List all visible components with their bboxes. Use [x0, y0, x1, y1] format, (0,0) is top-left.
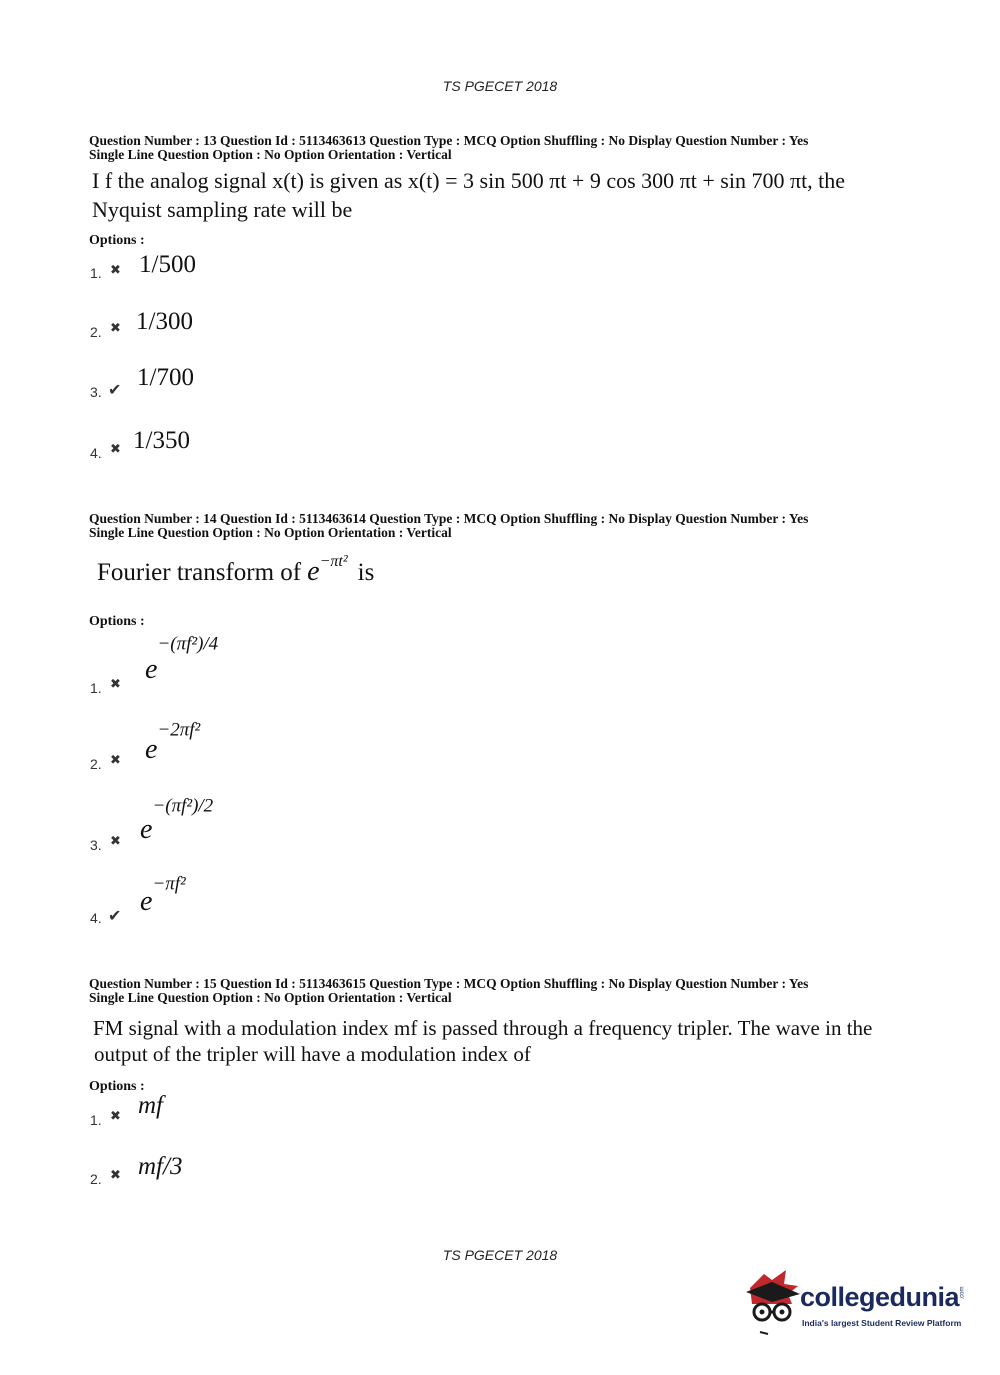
q13-option-3[interactable]: 1/700	[137, 364, 194, 391]
correct-check-icon: ✔	[108, 382, 122, 399]
q14-option-1-number: 1.	[90, 680, 102, 696]
question-15-meta: Question Number : 15 Question Id : 5113463615 Question Type : MCQ Option Shuffling : No Display Question Number : Yes	[89, 976, 809, 991]
q15-option-1-number: 1.	[90, 1112, 102, 1128]
wrong-mark-icon: ✖	[110, 320, 121, 335]
q13-option-2[interactable]: 1/300	[136, 308, 193, 335]
wrong-mark-icon: ✖	[110, 1167, 121, 1182]
q15-option-2[interactable]: mf/3	[138, 1153, 183, 1180]
page-footer: TS PGECET 2018	[442, 1247, 558, 1263]
question-15-options-label: Options :	[89, 1079, 145, 1094]
q13-option-4[interactable]: 1/350	[133, 427, 190, 454]
q13-option-4-number: 4.	[90, 445, 102, 461]
wrong-mark-icon: ✖	[110, 1108, 121, 1123]
wrong-mark-icon: ✖	[110, 833, 121, 848]
question-13-meta: Question Number : 13 Question Id : 5113463613 Question Type : MCQ Option Shuffling : No Display Question Number : Yes	[89, 133, 809, 148]
question-15-meta-2: Single Line Question Option : No Option Orientation : Vertical	[89, 990, 452, 1005]
question-14-base: e	[307, 556, 320, 587]
q13-option-3-number: 3.	[90, 384, 102, 400]
q13-option-1[interactable]: 1/500	[139, 251, 196, 278]
wrong-mark-icon: ✖	[110, 262, 121, 277]
question-13-options-label: Options :	[89, 233, 145, 248]
question-15-text-line-2: output of the tripler will have a modulation index of	[94, 1042, 531, 1066]
q14-option-3[interactable]: $e^{-(\pi f^2)/2}$	[140, 795, 214, 845]
q13-option-1-number: 1.	[90, 265, 102, 281]
wrong-mark-icon: ✖	[110, 752, 121, 767]
correct-check-icon: ✔	[108, 908, 122, 925]
q14-option-4-number: 4.	[90, 910, 102, 926]
q15-option-2-number: 2.	[90, 1171, 102, 1187]
q14-option-1[interactable]: $e^{-(\pi f^2)/4}$	[145, 633, 219, 685]
logo-name: collegedunia	[800, 1282, 960, 1312]
question-13-text-line-1: I f the analog signal x(t) is given as x(t) = 3 sin 500 πt + 9 cos 300 πt + sin 700 πt, the	[92, 168, 846, 193]
q15-option-1[interactable]: mf	[138, 1092, 163, 1119]
question-14-text	[97, 552, 375, 588]
page-header: TS PGECET 2018	[442, 78, 558, 94]
question-14-exponent: −πt²	[319, 552, 348, 570]
question-14-options-label: Options :	[89, 614, 145, 629]
mascot-icon	[742, 1268, 802, 1338]
q13-option-2-number: 2.	[90, 324, 102, 340]
q14-option-3-number: 3.	[90, 837, 102, 853]
question-14-suffix: is	[357, 559, 375, 586]
collegedunia-logo	[742, 1268, 972, 1340]
question-14-meta: Question Number : 14 Question Id : 5113463614 Question Type : MCQ Option Shuffling : No Display Question Number : Yes	[89, 511, 809, 526]
wrong-mark-icon: ✖	[110, 441, 121, 456]
question-15-text-line-1: FM signal with a modulation index mf is passed through a frequency tripler. The wave in the	[93, 1016, 873, 1040]
question-13-meta-2: Single Line Question Option : No Option Orientation : Vertical	[89, 147, 452, 162]
question-13-text-line-2: Nyquist sampling rate will be	[92, 197, 353, 222]
logo-tagline: India's largest Student Review Platform	[802, 1318, 962, 1328]
logo-suffix: .com	[959, 1286, 966, 1300]
question-14-meta-2: Single Line Question Option : No Option Orientation : Vertical	[89, 525, 452, 540]
q14-option-2-number: 2.	[90, 756, 102, 772]
question-14-prefix: Fourier transform of	[97, 559, 302, 586]
wrong-mark-icon: ✖	[110, 676, 121, 691]
q14-option-4[interactable]: $e^{-\pi f^2}$	[140, 873, 186, 917]
q14-option-2[interactable]: $e^{-2\pi f^2}$	[145, 719, 201, 765]
